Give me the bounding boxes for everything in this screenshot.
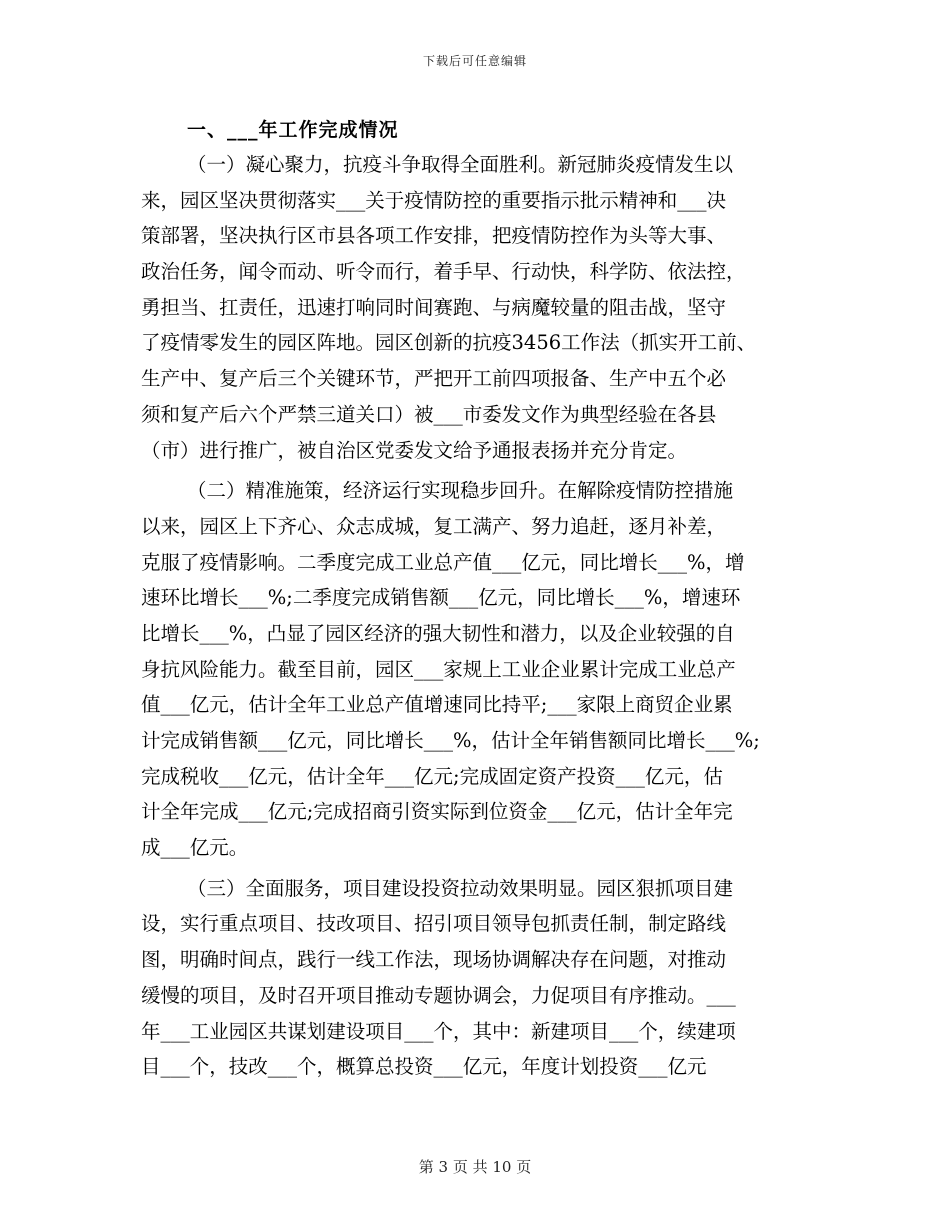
page-header-note: 下载后可任意编辑 xyxy=(422,54,527,68)
paragraph-line: 策部署，坚决执行区市县各项工作安排，把疫情防控作为头等大事、 xyxy=(141,224,727,248)
paragraph-line: 以来，园区上下齐心、众志成城，复工满产、努力追赶，逐月补差， xyxy=(141,514,727,538)
paragraph-2 xyxy=(141,473,821,866)
paragraph-line: 值___亿元，估计全年工业总产值增速同比持平;___家限上商贸企业累 xyxy=(141,693,733,717)
paragraph-line: 勇担当、扛责任，迅速打响同时间赛跑、与病魔较量的阻击战，坚守 xyxy=(141,295,727,319)
paragraph-line: 计全年完成___亿元;完成招商引资实际到位资金___亿元，估计全年完 xyxy=(141,800,733,824)
section-heading: 一、___年工作完成情况 xyxy=(187,119,399,141)
paragraph-line: 设，实行重点项目、技改项目、招引项目领导包抓责任制，制定路线 xyxy=(141,912,727,936)
paragraph-line: （市）进行推广，被自治区党委发文给予通报表扬并充分肯定。 xyxy=(141,438,688,462)
paragraph-line: 完成税收___亿元，估计全年___亿元;完成固定资产投资___亿元，估 xyxy=(141,764,723,788)
paragraph-line: 缓慢的项目，及时召开项目推动专题协调会，力促项目有序推动。___ xyxy=(141,983,736,1007)
paragraph-line: （一）凝心聚力，抗疫斗争取得全面胜利。新冠肺炎疫情发生以 xyxy=(187,153,734,176)
paragraph-3 xyxy=(141,871,821,1085)
paragraph-line: 比增长___%，凸显了园区经济的强大韧性和潜力，以及企业较强的自 xyxy=(141,621,735,645)
paragraph-line: 来，园区坚决贯彻落实___关于疫情防控的重要指示批示精神和___决 xyxy=(141,188,727,212)
paragraph-line: 克服了疫情影响。二季度完成工业总产值___亿元，同比增长___%，增 xyxy=(141,550,745,574)
paragraph-line: 速环比增长___%;二季度完成销售额___亿元，同比增长___%，增速环 xyxy=(141,586,741,610)
paragraph-1 xyxy=(141,147,821,468)
paragraph-line: （三）全面服务，项目建设投资拉动效果明显。园区狠抓项目建 xyxy=(187,876,734,900)
paragraph-line: 生产中、复产后三个关键环节，严把开工前四项报备、生产中五个必 xyxy=(141,367,727,391)
document-body xyxy=(141,113,821,1085)
paragraph-line: 计完成销售额___亿元，同比增长___%，估计全年销售额同比增长___%; xyxy=(141,729,760,752)
paragraph-line: 政治任务，闻令而动、听令而行，着手早、行动快，科学防、依法控， xyxy=(141,260,746,284)
paragraph-line: 身抗风险能力。截至目前，园区___家规上工业企业累计完成工业总产 xyxy=(141,657,736,681)
paragraph-line: 目___个，技改___个，概算总投资___亿元，年度计划投资___亿元 xyxy=(141,1055,707,1079)
page-number: 第 3 页 共 10 页 xyxy=(418,1158,532,1176)
paragraph-line: 了疫情零发生的园区阵地。园区创新的抗疫3456工作法（抓实开工前、 xyxy=(141,331,757,355)
paragraph-line: 图，明确时间点，践行一线工作法，现场协调解决存在问题，对推动 xyxy=(141,948,727,972)
paragraph-line: 年___工业园区共谋划建设项目___个，其中：新建项目___个，续建项 xyxy=(141,1019,736,1043)
paragraph-line: 成___亿元。 xyxy=(141,836,249,860)
paragraph-line: 须和复产后六个严禁三道关口）被___市委发文作为典型经验在各县 xyxy=(141,402,717,426)
paragraph-line: （二）精准施策，经济运行实现稳步回升。在解除疫情防控措施 xyxy=(187,479,734,503)
